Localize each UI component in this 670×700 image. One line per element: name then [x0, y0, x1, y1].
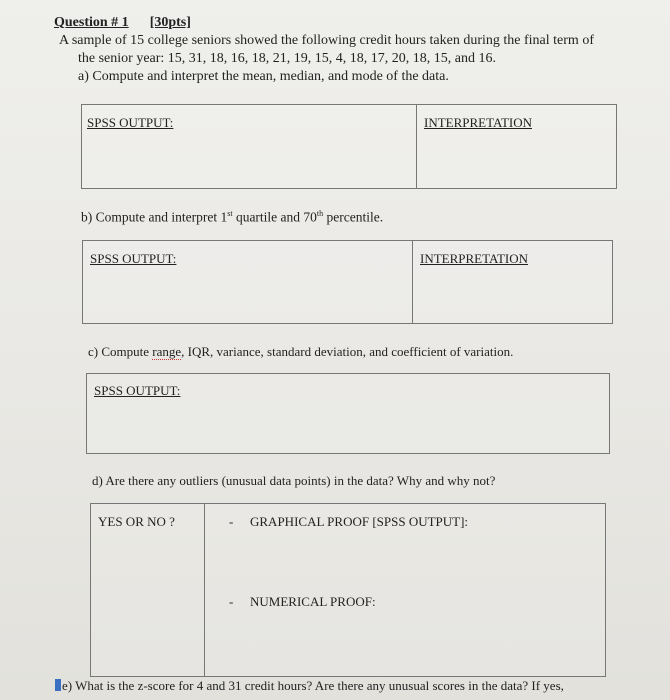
part-a-spss-label: SPSS OUTPUT:	[87, 115, 174, 130]
question-intro-line1: A sample of 15 college seniors showed the following credit hours taken during the final term of	[59, 33, 594, 48]
part-d-yes-no-label: YES OR NO ?	[98, 514, 175, 529]
part-e-prompt: e) What is the z-score for 4 and 31 credit hours? Are there any unusual scores in the data? If yes,	[62, 678, 564, 693]
part-d-graphical-proof-label: GRAPHICAL PROOF [SPSS OUTPUT]:	[250, 514, 469, 529]
part-a-interpretation-label: INTERPRETATION	[424, 115, 533, 130]
question-number: Question # 1	[54, 15, 129, 30]
part-d-graphical-answer-area[interactable]	[205, 532, 603, 587]
part-c-spss-answer-area[interactable]	[87, 402, 607, 451]
question-header	[54, 15, 191, 31]
question-points: [30pts]	[149, 15, 191, 30]
part-a-prompt: a) Compute and interpret the mean, median, and mode of the data.	[78, 69, 449, 84]
question-intro-line2: the senior year: 15, 31, 18, 16, 18, 21, 19, 15, 4, 18, 17, 20, 18, 15, and 16.	[78, 51, 497, 66]
part-b-spss-answer-area[interactable]	[83, 270, 411, 321]
part-d-numerical-answer-area[interactable]	[205, 612, 603, 674]
part-d-yes-no-answer-area[interactable]	[91, 532, 203, 674]
spellcheck-underlined-word: range	[152, 344, 182, 359]
text-cursor-marker-icon	[55, 679, 61, 691]
part-a-interpretation-answer-area[interactable]	[417, 134, 614, 186]
part-d-prompt: d) Are there any outliers (unusual data points) in the data? Why and why not?	[92, 473, 496, 488]
bullet-dash: -	[229, 514, 234, 529]
part-b-interpretation-answer-area[interactable]	[413, 270, 610, 321]
part-c-prompt: c) Compute range, IQR, variance, standard deviation, and coefficient of variation.	[88, 344, 514, 359]
bullet-dash: -	[229, 594, 234, 609]
part-b-prompt: b) Compute and interpret 1st quartile and 70th percentile.	[81, 209, 384, 225]
part-b-spss-label: SPSS OUTPUT:	[90, 251, 177, 266]
part-b-interpretation-label: INTERPRETATION	[420, 251, 529, 266]
part-c-spss-label: SPSS OUTPUT:	[94, 383, 181, 398]
part-d-numerical-proof-label: NUMERICAL PROOF:	[250, 594, 376, 609]
part-a-spss-answer-area[interactable]	[82, 134, 415, 186]
